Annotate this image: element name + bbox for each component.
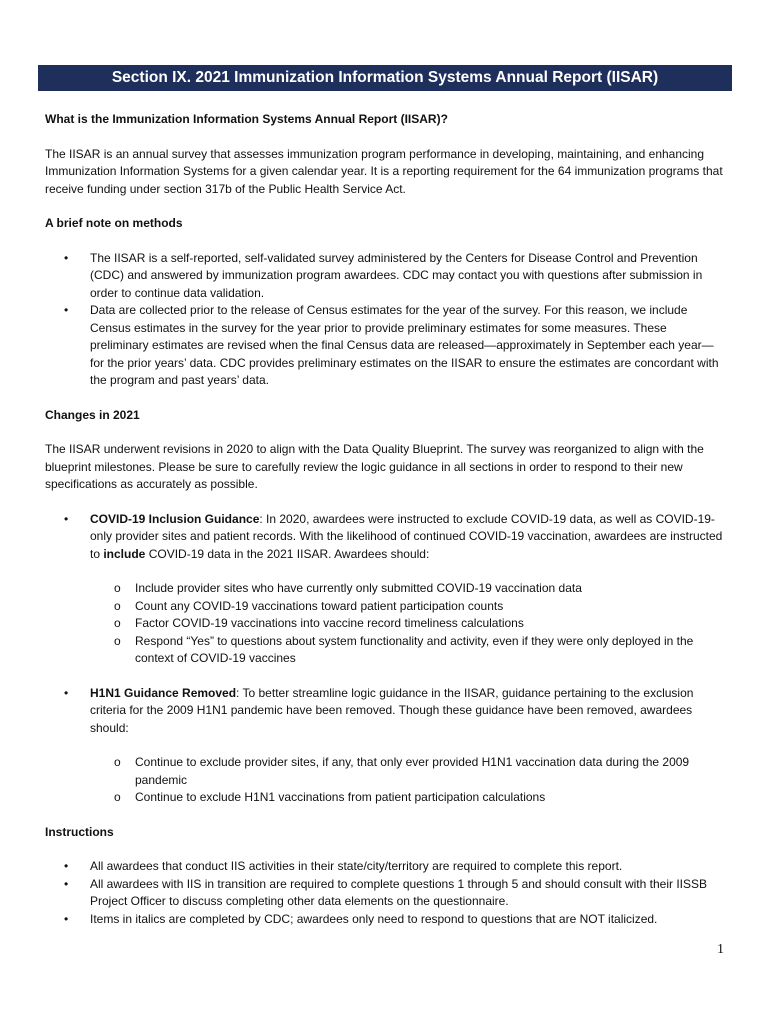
bullet-icon: • [64,250,69,265]
intro-answer: The IISAR is an annual survey that assesses immunization program performance in developing, maintaining, and enhancing Immunization Information Systems for a given calendar year. It is a reporting requirement for the 64 immunization programs that receive funding under section 317b of the Public Health Service Act. [45,146,723,196]
h1n1-guidance-text: : To better streamline logic guidance in the IISAR, guidance pertaining to the exclusion criteria for the 2009 H1N1 pandemic have been removed. Though these guidance have been removed, awardees should: [90,685,694,735]
instructions-item [45,858,725,876]
instructions-heading: Instructions [45,824,114,839]
covid-guidance-text: : In 2020, awardees were instructed to exclude COVID-19 data, as well as COVID-19-only provider sites and patient records. With the likelihood of continued COVID-19 vaccination, awardees are instructed to [90,511,723,561]
instructions-item [45,911,725,929]
methods-item-text: Data are collected prior to the release of Census estimates for the year of the survey. For this reason, we include Census estimates in the survey for the year prior to provide preliminary estimates for some measures. These preliminary estimates are revised when the final Census data are released—approximately in September each year—for the prior years’ data. CDC provides preliminary estimates on the IISAR to ensure the estimates are concordant with the program and past years’ data. [90,303,719,387]
bullet-icon: • [64,511,69,526]
sub-bullet-icon: o [114,790,121,804]
covid-sub-item-text: Respond “Yes” to questions about system functionality and activity, even if they were only deployed in the context of COVID-19 vaccines [135,633,694,665]
covid-sub-item [45,598,725,616]
instructions-item-text: All awardees that conduct IIS activities in their state/city/territory are required to complete this report. [90,859,623,873]
covid-sub-item-text: Include provider sites who have currently only submitted COVID-19 vaccination data [135,581,582,595]
bullet-icon: • [64,859,69,873]
h1n1-sub-list [45,754,725,807]
sub-bullet-icon: o [114,755,121,769]
changes-intro: The IISAR underwent revisions in 2020 to align with the Data Quality Blueprint. The survey was reorganized to align with the blueprint milestones. Please be sure to carefully review the logic guidance in all sections in order to respond to their new specifications as accurately as possible. [45,442,704,491]
covid-sub-item [45,615,725,633]
covid-sub-list [45,580,725,668]
h1n1-guidance-item [45,685,725,738]
intro-question: What is the Immunization Information Systems Annual Report (IISAR)? [45,112,448,126]
bullet-icon: • [64,303,69,317]
covid-sub-item-text: Count any COVID-19 vaccinations toward patient participation counts [135,598,504,613]
document-body [45,111,725,945]
bullet-icon: • [64,685,69,700]
sub-bullet-icon: o [114,633,121,648]
covid-sub-item [45,580,725,598]
covid-include-emphasis: include [103,546,146,561]
methods-item [45,250,725,303]
instructions-item [45,876,725,911]
h1n1-list [45,685,725,738]
section-title: Section IX. 2021 Immunization Information Systems Annual Report (IISAR) [111,69,659,86]
h1n1-guidance-label: H1N1 Guidance Removed [90,685,237,700]
covid-sub-item [45,633,725,668]
sub-bullet-icon: o [114,598,121,613]
bullet-icon: • [64,876,69,891]
methods-heading: A brief note on methods [45,216,183,230]
methods-item [45,302,725,390]
methods-item-text: The IISAR is a self-reported, self-validated survey administered by the Centers for Disease Control and Prevention (CDC) and answered by immunization program awardees. CDC may contact you with questions after submission in order to continue data validation. [90,250,703,300]
covid-guidance-item [45,511,725,564]
instructions-item-text: Items in italics are completed by CDC; awardees only need to respond to questions that are NOT italicized. [90,911,658,926]
instructions-item-text: All awardees with IIS in transition are required to complete questions 1 through 5 and should consult with their IISSB Project Officer to discuss completing other data elements on the questionnaire. [90,876,708,908]
instructions-list [45,858,725,928]
bullet-icon: • [64,911,69,926]
changes-heading: Changes in 2021 [45,407,140,422]
sub-bullet-icon: o [114,581,121,595]
methods-list [45,250,725,390]
section-title-banner [38,65,732,91]
h1n1-sub-item-text: Continue to exclude provider sites, if any, that only ever provided H1N1 vaccination data during the 2009 pandemic [135,755,690,787]
changes-list [45,511,725,564]
covid-sub-item-text: Factor COVID-19 vaccinations into vaccine record timeliness calculations [135,616,524,630]
h1n1-sub-item [45,789,725,807]
covid-guidance-text-end: COVID-19 data in the 2021 IISAR. Awardees should: [145,546,430,561]
page-number: 1 [717,942,724,957]
covid-guidance-label: COVID-19 Inclusion Guidance [90,511,260,526]
h1n1-sub-item [45,754,725,789]
h1n1-sub-item-text: Continue to exclude H1N1 vaccinations from patient participation calculations [135,790,546,804]
sub-bullet-icon: o [114,616,121,630]
